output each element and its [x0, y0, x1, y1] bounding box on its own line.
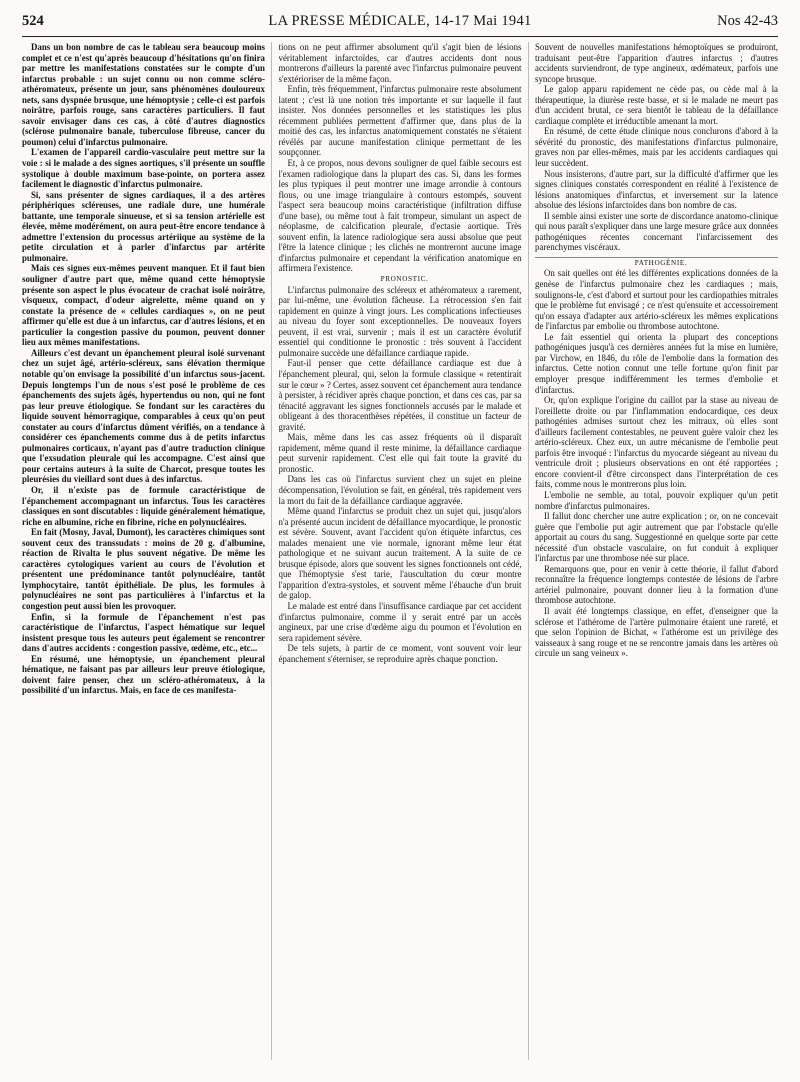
- column-1: [22, 42, 265, 1060]
- column-2: [279, 42, 522, 1060]
- paragraph: Mais, même dans les cas assez fréquents où il disparaît rapidement, même quand il reste minime, la défaillance cardiaque peut survenir rapidement. C'est elle qui fait toute la gravité du pronostic.: [278, 432, 522, 474]
- paragraph: Il avait été longtemps classique, en effet, d'enseigner que la sclérose et l'athérome de l'artère pulmonaire étaient une rareté, et que selon l'opinion de Bichat, « l'athérome est un privilège des vaisseaux à sang rouge et ne se rencontre jamais dans les artères où circule un sang veineux ».: [535, 605, 778, 659]
- running-header: [22, 6, 778, 37]
- paragraph: Le galop apparu rapidement ne cède pas, ou cède mal à la thérapeutique, la diurèse reste basse, et si le malade ne meurt pas d'un accident brutal, ce sera bientôt le tableau de la défaillance cardiaque complète et irréductible amenant la mort.: [535, 84, 778, 126]
- section-heading: PATHOGÉNIE.: [634, 258, 688, 267]
- paragraph: L'embolie ne semble, au total, pouvoir expliquer qu'un petit nombre d'infarctus pulmonaires.: [535, 489, 778, 511]
- paragraph: Si, sans présenter de signes cardiaques, il a des artères périphériques scléreuses, une radiale dure, une humérale battante, une temporale sinueuse, et si sa tension artérielle est élevée, même modérément, on aura peut-être encore tendance à admettre l'extension du processus artériique au système de la petite circulation et à parler d'infarctus par artérite pulmonaire.: [22, 189, 265, 263]
- paragraph: Dans un bon nombre de cas le tableau sera beaucoup moins complet et ce n'est qu'après beaucoup d'hésitations qu'on finira par mettre les manifestations constatées sur le compte d'un infarctus probable : un sujet connu ou non comme scléro-athéromateux, présente un jour, sans phénomènes douloureux nets, sans dyspnée brusque, une hémoptysie ; celle-ci est parfois noirâtre, parfois rouge, sans caractères particuliers. Il faut savoir envisager dans ces cas, à côté d'autres diagnostics (sclérose pulmonaire banale, tuberculose fibreuse, cancer du poumon) celui d'infarctus pulmonaire.: [22, 42, 265, 147]
- column-divider: [528, 42, 529, 1060]
- paragraph: L'examen de l'appareil cardio-vasculaire peut mettre sur la voie : si le malade a des signes aortiques, s'il présente un souffle systolique à double maximum base-pointe, on portera assez facilement le diagnostic d'infarctus pulmonaire.: [22, 147, 265, 190]
- paragraph: De tels sujets, à partir de ce moment, vont souvent voir leur épanchement s'éterniser, se reproduire après chaque ponction.: [278, 643, 522, 664]
- paragraph: Enfin, très fréquemment, l'infarctus pulmonaire reste absolument latent ; c'est là une notion très importante et sur laquelle il faut insister. Nos données personnelles et les statistiques les plus récemment publiées permettent d'affirmer que, dans plus de la moitié des cas, les infarctus anatomiquement constatés ne s'étaient révélés par aucune manifestation clinique permettant de les soupçonner.: [278, 84, 522, 158]
- paragraph: Mais ces signes eux-mêmes peuvent manquer. Et il faut bien souligner d'autre part que, même quand cette hémoptysie présente son aspect le plus évocateur de crachat isolé noirâtre, visqueux, compact, d'odeur aigrelette, même quand on y constate la présence de « cellules cardiaques », on ne peut affirmer qu'elle est due à un infarctus, car d'autres lésions, et en particulier la congestion passive du poumon, peuvent donner lieu aux mêmes manifestations.: [22, 263, 265, 348]
- paragraph: Même quand l'infarctus se produit chez un sujet qui, jusqu'alors n'a présenté aucun incident de défaillance myocardique, le pronostic est sévère. Souvent, avant l'accident qu'on étiquète infarctus, ces malades menaient une vie normale, ignorant même leur état pathologique et ne suivant aucun traitement. A la suite de ce brusque épisode, alors que souvent les signes fonctionnels ont cédé, que l'hémoptysie s'est tarie, l'auscultation du cœur montre l'apparition d'extra-systoles, et souvent même l'ébauche d'un bruit de galop.: [278, 506, 522, 601]
- journal-title: LA PRESSE MÉDICALE, 14-17 Mai 1941: [268, 13, 532, 29]
- paragraph: Le fait essentiel qui orienta la plupart des conceptions pathogéniques jusqu'à ces dernières années fut la mise en lumière, par Virchow, en 1846, du rôle de l'embolie dans la formation des infarctus. Cette notion connut une telle fortune qu'on finit par employer presque indifféremment les termes d'embolie et d'infarctus.: [535, 331, 778, 395]
- paragraph: Ailleurs c'est devant un épanchement pleural isolé survenant chez un sujet âgé, artério-scléreux, sans élévation thermique notable qu'on envisage la possibilité d'un infarctus sous-jacent. Depuis longtemps l'un de nous s'est posé le problème de ces épanchements des sujets âgés, hypertendus ou non, qui ne font pas leur preuve étiologique. Se fondant sur les caractères du liquide souvent hémorragique, comparables à ceux qu'on peut constater au cours d'infarctus dûment vérifiés, on a tendance à considérer ces épanchements comme dus à de petits infarctus pulmonaires corticaux, n'ayant pas d'autre traduction clinique que l'exsudation pleurale qui les accompagne. C'est ainsi que pour certains auteurs à la suite de Charcot, presque toutes les pleurésies du vieillard sont dues à des infarctus.: [22, 347, 265, 485]
- paragraph: tions on ne peut affirmer absolument qu'il s'agit bien de lésions véritablement infarctoïdes, car d'autres accidents dont nous montrerons d'ailleurs la parenté avec l'infarctus pulmonaire peuvent s'extérioriser de la même façon.: [278, 42, 522, 84]
- text-columns: [22, 42, 778, 1060]
- paragraph: L'infarctus pulmonaire des scléreux et athéromateux a rarement, par lui-même, une évolution fâcheuse. La rétrocession s'en fait rapidement en quinze à vingt jours. Les complications infectieuses au niveau du foyer sont exceptionnelles. De nouveaux foyers peuvent, il est vrai, survenir ; mais il est un caractère évolutif essentiel qui conditionne le pronostic : très souvent à l'accident pulmonaire succède une défaillance cardiaque rapide.: [278, 284, 522, 358]
- paragraph: Il fallut donc chercher une autre explication ; or, on ne concevait guère que l'embolie put agir autrement que par l'obstacle qu'elle apportait au cours du sang. Suggestionné en quelque sorte par cette nécessité d'un obstacle vasculaire, on fut conduit à expliquer l'infarctus par une thrombose née sur place.: [535, 511, 778, 564]
- section-heading: PRONOSTIC.: [380, 275, 429, 284]
- paragraph: Nous insisterons, d'autre part, sur la difficulté d'affirmer que les signes cliniques constatés correspondent en réalité à l'existence de lésions anatomiques d'infarctus, et inversement sur la latence absolue des lésions infarctoïdes dans bon nombre de cas.: [535, 168, 778, 211]
- column-divider: [271, 42, 272, 1060]
- paragraph: Or, qu'on explique l'origine du caillot par la stase au niveau de l'oreillette droite ou par l'inflammation endocardique, ces deux pathogénies admises surtout chez les mitraux, où elles sont d'ailleurs facilement contestables, ne peuvent guère valoir chez les artério-scléreux. Chez eux, un autre mécanisme de l'embolie peut parfois être invoqué : l'infarctus du myocarde siégeant au niveau du ventricule droit ; plusieurs observations en ont été rapportées ; encore convient-il d'être circonspect dans l'interprétation de ces faits, comme nous le montrerons plus loin.: [535, 395, 778, 490]
- paragraph: Et, à ce propos, nous devons souligner de quel faible secours est l'examen radiologique dans la plupart des cas. Si, dans les formes les plus typiques il peut montrer une image arrondie à contours flous, ou une image triangulaire à contours estompés, souvent l'aspect sera beaucoup moins caractéristique (infiltration diffuse d'une base), ou même tout à fait trompeur, simulant un aspect de néoplasme, de calcification pleurale, d'ectasie aortique. Très souvent enfin, la latence radiologique sera aussi absolue que peut l'être la latence clinique ; les clichés ne montreront aucune image d'infarctus pulmonaire et cependant la vérification anatomique en affirmera l'existence.: [278, 158, 522, 274]
- paragraph: On sait quelles ont été les différentes explications données de la genèse de l'infarctus pulmonaire chez les cardiaques ; mais, soulignons-le, c'est d'abord et surtout pour les cardiopathies mitrales que le problème fut envisagé ; ce n'est qu'ensuite et accessoirement qu'on essaya d'adapter aux artério-scléreux les mêmes explications de l'infarctus par embolie ou thrombose autochtone.: [535, 268, 778, 332]
- paragraph: Dans les cas où l'infarctus survient chez un sujet en pleine décompensation, l'évolution se fait, en général, très rapidement vers la mort du fait de la défaillance cardiaque aggravée.: [278, 474, 522, 506]
- paragraph: Remarquons que, pour en venir à cette théorie, il fallut d'abord reconnaître la fréquence longtemps contestée de lésions de l'arbre artériel pulmonaire, pouvant donner lieu à la formation d'une thrombose autochtone.: [535, 563, 778, 606]
- paragraph: Or, il n'existe pas de formule caractéristique de l'épanchement accompagnant un infarctus. Tous les caractères classiques en sont discutables : liquide généralement hématique, riche en albumine, riche en fibrine, riche en polynucléaires.: [22, 484, 265, 527]
- paragraph: En résumé, de cette étude clinique nous conclurons d'abord à la sévérité du pronostic, des manifestations d'infarctus pulmonaire, graves non par elles-mêmes, mais par les accidents cardiaques qui leur succèdent.: [535, 126, 778, 169]
- issue-number: Nos 42-43: [717, 13, 778, 29]
- page-number: 524: [22, 13, 44, 29]
- paragraph: Enfin, si la formule de l'épanchement n'est pas caractéristique de l'infarctus, l'aspect hématique sur lequel insistent presque tous les auteurs peut également se rencontrer dans d'autres accidents : congestion passive, œdème, etc., etc...: [22, 611, 265, 654]
- paragraph: Faut-il penser que cette défaillance cardiaque est due à l'épanchement pleural, qui, selon la formule classique « retentirait sur le cœur » ? Certes, assez souvent cet épanchement aura tendance à persister, à récidiver après chaque ponction, et dans ces cas, par sa ténacité aggravant les signes fonctionnels accusés par le malade et obligeant à des thoracenthèses répétées, il constitue un facteur de gravité.: [278, 358, 522, 432]
- paragraph: Souvent de nouvelles manifestations hémoptoïques se produiront, traduisant peut-être l'apparition d'autres infarctus ; d'autres accidents surviendront, de type angineux, œdémateux, parfois une syncope brusque.: [535, 42, 778, 84]
- paragraph: Il semble ainsi exister une sorte de discordance anatomo-clinique qui nous paraît s'expliquer dans une large mesure grâce aux données pathogéniques récentes concernant l'infarcissement des parenchymes viscéraux.: [535, 210, 778, 253]
- paragraph: En fait (Mosny, Javal, Dumont), les caractères chimiques sont souvent ceux des transsudats : moins de 20 g. d'albumine, réaction de Rivalta le plus souvent négative. De même les caractères cytologiques varient au cours de l'évolution et présentent une prédominance tantôt polynucléaire, tantôt lymphocytaire, tantôt épithéliale. De plus, les formules à polynucléaires ne sont pas particulières à l'infarctus et la congestion peut aussi bien les provoquer.: [22, 527, 265, 611]
- paragraph: Le malade est entré dans l'insuffisance cardiaque par cet accident d'infarctus pulmonaire, comme il y serait entré par un accès angineux, par une crise d'œdème aigu du poumon et l'évolution en sera rapidement sévère.: [278, 600, 522, 643]
- paragraph: En résumé, une hémoptysie, un épanchement pleural hématique, ne faisant pas par ailleurs leur preuve étiologique, doivent faire penser, chez un scléro-athéromateux, à la possibilité d'un infarctus. Mais, en face de ces manifesta-: [22, 653, 265, 696]
- column-3: [535, 42, 778, 1060]
